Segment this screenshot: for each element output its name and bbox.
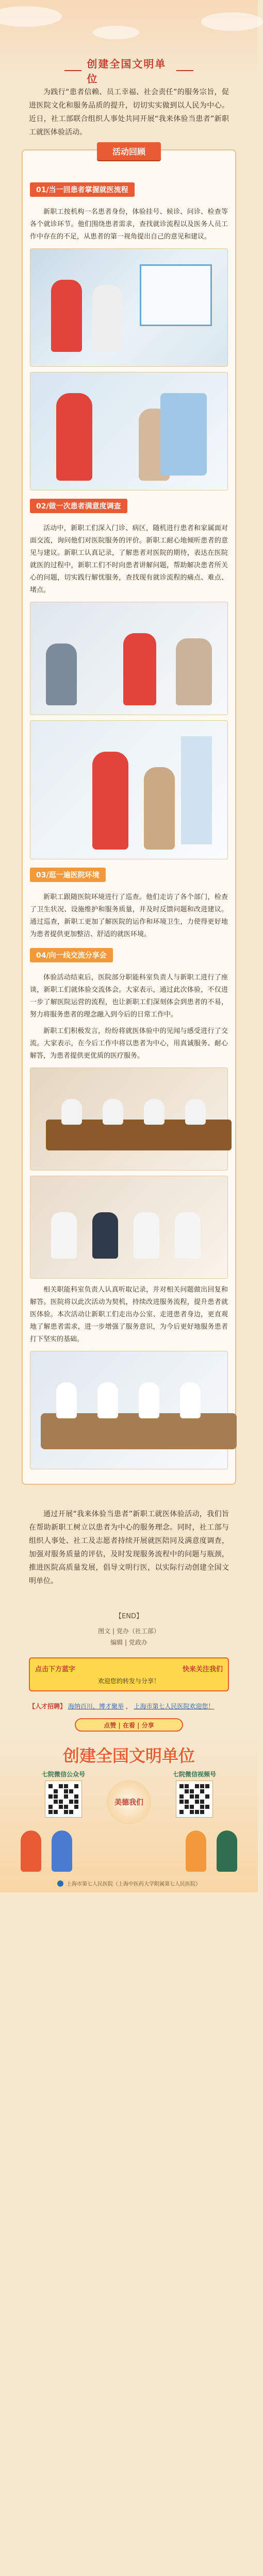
- attendee-figure: [61, 1099, 82, 1125]
- person-illustration: [186, 1831, 206, 1872]
- cloud-decoration: [201, 12, 263, 31]
- volunteer-figure: [123, 633, 156, 705]
- cloud-decoration: [0, 6, 62, 27]
- attendee-figure: [56, 1382, 77, 1418]
- qr-caption: 七院微信视频号: [172, 1771, 216, 1778]
- subscribe-row[interactable]: [35, 1664, 223, 1673]
- center-emblem-text: 美德我们: [114, 1799, 143, 1807]
- section-2: [30, 496, 228, 859]
- separator: ，: [125, 1703, 132, 1710]
- attendee-figure: [92, 1212, 118, 1259]
- qr-code-icon[interactable]: [45, 1781, 82, 1818]
- page-title-text: 创建全国文明单位: [87, 58, 167, 85]
- recommend-label: 【人才招聘】: [29, 1703, 67, 1710]
- activity-review-card: [22, 149, 236, 1485]
- photo-registration-desk: [30, 248, 228, 367]
- section-paragraph: 新职工跟随医院环境进行了巡查。他们走访了各个部门，检查了卫生状况、设施维护和服务质量，并及时反馈问题和改进建议。通过巡查，新职工更加了解医院的运作和环境卫生，力使得更好地为患者提供更加整洁、舒适的就医环境。: [30, 893, 228, 938]
- attendee-figure: [97, 1382, 118, 1418]
- top-banner: [0, 0, 258, 85]
- meeting-table: [41, 1413, 237, 1449]
- outro-paragraph: 通过开展“我来体验当患者”新职工就医体验活动，我们旨在帮助新职工树立以患者为中心的服务理念。同时，社工部与组织人事处、社工及志愿者持续开展就医陪同及满意度调查，加强对服务质量的评估，及时发现服务流程中的问题与瓶颈，推进医院高质量发展，倡导文明行医，以实际行动创建全国文明单位。: [29, 1510, 229, 1585]
- photo-survey: [30, 602, 228, 715]
- attendee-figure: [103, 1099, 123, 1125]
- footer-title: 创建全国文明单位: [62, 1746, 195, 1766]
- title-dash-right: [176, 70, 193, 71]
- attendee-figure: [175, 1212, 201, 1259]
- photo-consultation: [30, 372, 228, 490]
- section-heading: 01/当一回患者掌握就医流程: [30, 182, 135, 197]
- qr-wechat-account[interactable]: [25, 1770, 102, 1818]
- like-share-bar[interactable]: 点赞 | 在看 | 分享: [75, 1718, 183, 1732]
- subscribe-left-text[interactable]: 点击下方蓝字: [35, 1666, 76, 1673]
- door-panel: [181, 736, 212, 844]
- qr-video-account[interactable]: [156, 1770, 233, 1818]
- patient-figure: [176, 638, 212, 705]
- section-heading: 04/向一线交流分享会: [30, 948, 113, 962]
- hospital-logo-line: [57, 1879, 201, 1887]
- center-emblem: [107, 1780, 151, 1824]
- section-4: [30, 945, 228, 1279]
- attendee-figure: [185, 1099, 206, 1125]
- section-heading: 03/逛一遍医院环境: [30, 868, 106, 882]
- footer-banner: [0, 1738, 258, 1892]
- subscribe-right-text[interactable]: 快来关注我们: [182, 1666, 223, 1673]
- attendee-figure: [51, 1212, 77, 1259]
- window-panel: [160, 393, 207, 476]
- qr-caption: 七院微信公众号: [41, 1771, 85, 1778]
- photo-meeting-room: [30, 1067, 228, 1171]
- title-dash-left: [64, 70, 81, 71]
- patient-figure: [46, 643, 77, 705]
- volunteer-figure: [51, 280, 82, 352]
- subscribe-box[interactable]: [29, 1657, 229, 1691]
- credits: [0, 1625, 258, 1648]
- recommend-link[interactable]: 海纳百川，博才聚举: [68, 1703, 124, 1710]
- section-heading: 02/做一次患者满意度调查: [30, 499, 127, 513]
- cloud-decoration: [93, 26, 139, 39]
- photo-discussion: [30, 1176, 228, 1279]
- section-paragraph: 新职工们积极发言，纷纷将就医体验中的见闻与感受进行了交流。大家表示，在今后工作中将以患者为中心，用真诚服务、耐心解答，为患者提供更优质的医疗服务。: [30, 1027, 228, 1060]
- qr-code-icon[interactable]: [176, 1781, 213, 1818]
- section-3: [30, 865, 228, 941]
- staff-figure: [92, 285, 122, 352]
- info-screen: [140, 264, 212, 326]
- attendee-figure: [180, 1382, 201, 1418]
- person-illustration: [52, 1831, 72, 1872]
- patient-figure: [144, 767, 175, 850]
- attendee-figure: [139, 1382, 159, 1418]
- person-illustration: [217, 1831, 237, 1872]
- section-paragraph: 活动中，新职工们深入门诊、病区，随机进行患者和家属面对面交流，询问他们对医院服务的评价。新职工耐心地倾听患者的意见与建议。新职工认真记录，了解患者对医院的期待，表达在医院就医的过程中，新职工们不时向患者讲解问题，帮助解决患者所关心的问题，切实践行解忧服务，查找现有就诊流程的痛点、难点、堵点。: [30, 524, 228, 594]
- extra-paragraph: 相关职能科室负责人认真听取记录，并对相关问题做出回复和解答。医院将以此次活动为契机，持续改进服务流程，提升患者就医体验。本次活动让新职工们走出办公室、走进患者身边，更直观地了解患者需求，进一步增强了服务意识，为今后更好地服务患者打下坚实的基础。: [30, 1286, 228, 1343]
- recommend-links: [29, 1701, 229, 1712]
- section-paragraph: 体验活动结束后，医院部分职能科室负责人与新职工进行了座谈，新职工们就体验交流体会。大家表示，通过此次体验，不仅进一步了解医院运营的流程，也让新职工们深刻体会到患者的不易，努力将服务患者的理念融入到今后的日常工作中。: [30, 974, 228, 1019]
- share-text: 欢迎您的转发与分享！: [97, 1677, 160, 1685]
- volunteer-figure: [92, 752, 128, 850]
- activity-review-tab: 活动回顾: [97, 142, 161, 160]
- recommend-link[interactable]: 上海市第七人民医院欢迎您！: [134, 1703, 215, 1710]
- person-illustration: [21, 1831, 41, 1872]
- credit-line-editor: 编辑 | 党政办: [110, 1639, 147, 1646]
- section-1: [30, 179, 228, 490]
- attendee-figure: [144, 1099, 165, 1125]
- photo-group-discussion: [30, 1351, 228, 1469]
- photo-corridor: [30, 720, 228, 859]
- hospital-logo-icon: [57, 1880, 63, 1887]
- volunteer-figure: [56, 393, 92, 481]
- section-paragraph: 新职工按机构一名患者身份，体验挂号、候诊、问诊、检查等各个就诊环节。他们围绕患者需求，查找就诊流程以及医务人员工作中存在的不足，从患者的第一视角提出自己的意见和建议。: [30, 208, 228, 241]
- intro-paragraph: 为践行“患者信赖、员工幸福、社会责任”的服务宗旨，促进医院文化和服务品质的提升，切切实实做到以人民为中心。近日，社工部联合组织人事处共同开展“我来体验当患者”新职工就医体验活动。: [29, 88, 229, 137]
- hospital-name: 上海市第七人民医院（上海中医药大学附属第七人民医院）: [67, 1882, 201, 1887]
- page-title: [64, 56, 193, 86]
- end-mark: 【END】: [115, 1613, 143, 1620]
- credit-line-photos: 图文 | 党办（社工部）: [98, 1628, 160, 1635]
- attendee-figure: [134, 1212, 159, 1259]
